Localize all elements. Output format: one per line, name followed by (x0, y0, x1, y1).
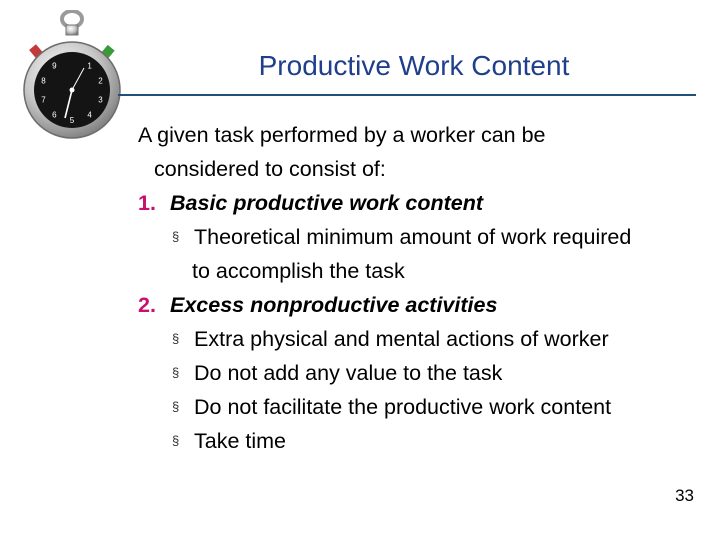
title-divider (118, 94, 696, 96)
dial-numeral: 6 (52, 110, 57, 120)
page-number: 33 (675, 486, 694, 505)
dial-numeral: 8 (41, 76, 46, 86)
sub-bullet-text: Do not add any value to the task (194, 361, 503, 385)
list-number: 2. (138, 293, 156, 317)
sub-bullet-text: Extra physical and mental actions of worker (194, 327, 609, 351)
dial-numeral: 7 (41, 95, 46, 105)
dial-numeral: 3 (98, 95, 103, 105)
dial-numeral: 5 (69, 116, 75, 125)
sub-bullet-text: Theoretical minimum amount of work required (194, 225, 632, 249)
stopwatch-crown (66, 25, 78, 35)
list-item-heading (132, 288, 702, 322)
dial-numeral: 1 (87, 61, 92, 71)
list-heading-text: Excess nonproductive activities (170, 293, 498, 317)
bullet-icon: § (172, 365, 180, 380)
intro-line: considered to consist of: (154, 157, 386, 181)
sub-bullet (132, 322, 702, 356)
slide-body (132, 118, 702, 458)
bullet-icon: § (172, 331, 180, 346)
list-item-heading (132, 186, 702, 220)
sub-bullet (132, 390, 702, 424)
intro-line: A given task performed by a worker can be (138, 123, 546, 147)
sub-bullet-text: Do not facilitate the productive work content (194, 395, 612, 419)
dial-numeral: 4 (87, 110, 92, 120)
slide-title: Productive Work Content (258, 50, 570, 81)
sub-bullet-continuation: to accomplish the task (192, 259, 405, 283)
sub-bullet-text: Take time (194, 429, 287, 453)
list-heading-text: Basic productive work content (170, 191, 484, 215)
dial-numeral: 9 (52, 61, 57, 71)
bullet-icon: § (172, 399, 180, 414)
sub-bullet (132, 356, 702, 390)
stopwatch-center (70, 88, 75, 93)
sub-bullet (132, 424, 702, 458)
stopwatch-icon (18, 10, 126, 142)
sub-bullet (132, 220, 702, 254)
dial-numeral: 2 (98, 76, 103, 86)
bullet-icon: § (172, 229, 180, 244)
list-number: 1. (138, 191, 156, 215)
bullet-icon: § (172, 433, 180, 448)
